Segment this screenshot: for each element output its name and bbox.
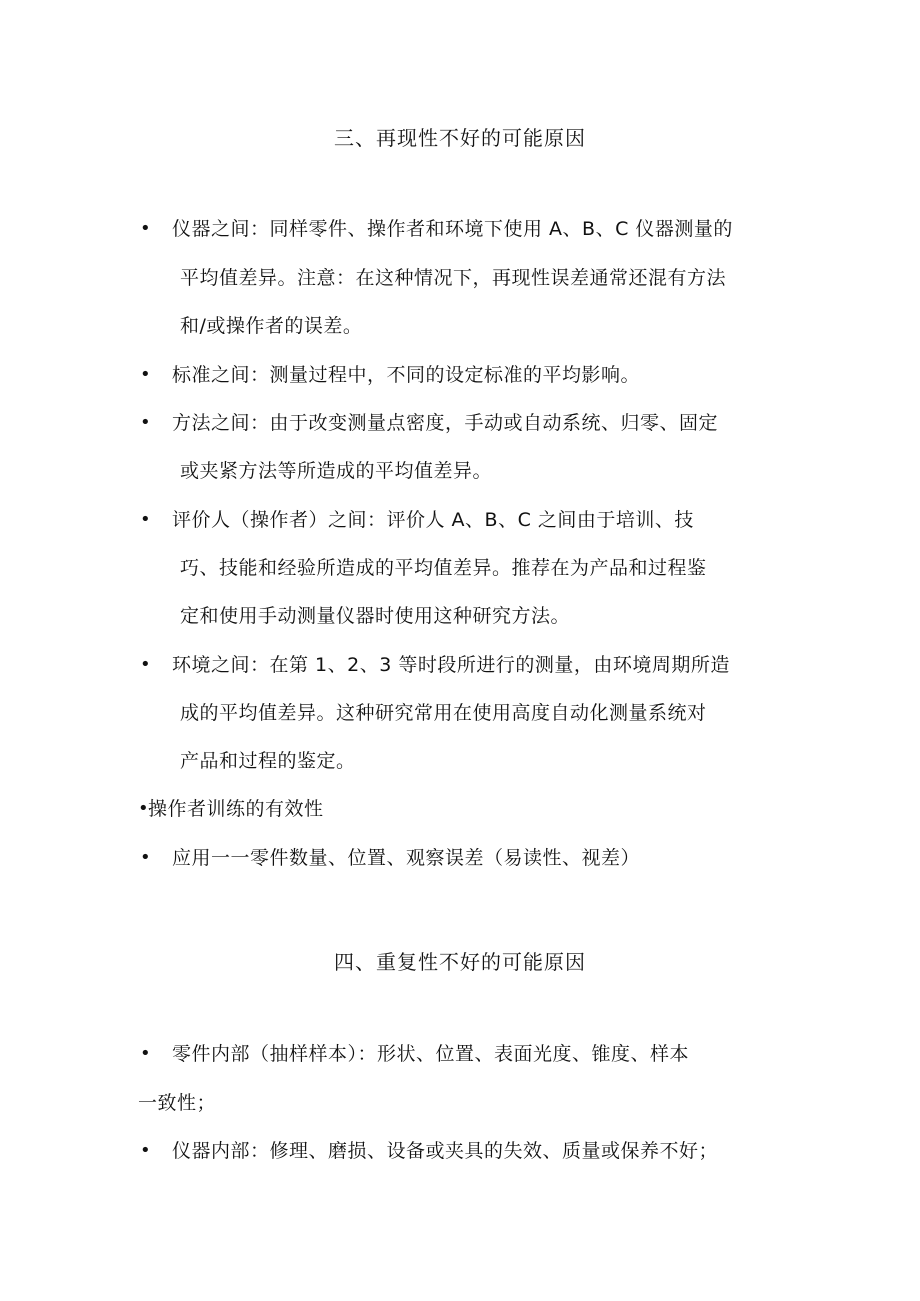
bullet-icon: • [140,509,151,530]
item-line: 平均值差异。注意：在这种情况下，再现性误差通常还混有方法 [180,267,727,289]
item-line: 巧、技能和经验所造成的平均值差异。推荐在为产品和过程鉴 [180,557,707,579]
item-line: 方法之间：由于改变测量点密度，手动或自动系统、归零、固定 [172,412,719,434]
section-4-heading: 四、重复性不好的可能原因 [334,950,586,974]
item-line: 和/或操作者的误差。 [180,315,363,337]
item-line: 仪器之间：同样零件、操作者和环境下使用 A、B、C 仪器测量的 [172,218,733,240]
item-line: 操作者训练的有效性 [148,798,324,820]
item-line: 零件内部（抽样样本）：形状、位置、表面光度、锥度、样本 [172,1043,690,1065]
item-line: 环境之间：在第 1、2、3 等时段所进行的测量，由环境周期所造 [172,654,730,676]
bullet-icon: • [140,654,151,675]
item-line: 产品和过程的鉴定。 [180,750,356,772]
bullet-icon: • [140,1043,151,1064]
bullet-icon: • [140,1140,151,1161]
item-line: 评价人（操作者）之间：评价人 A、B、C 之间由于培训、技 [172,509,694,531]
item-line: 仪器内部：修理、磨损、设备或夹具的失效、质量或保养不好； [172,1140,719,1162]
item-line: 或夹紧方法等所造成的平均值差异。 [180,460,493,482]
item-line: 一致性； [138,1092,217,1114]
item-line: 应用一一零件数量、位置、观察误差（易读性、视差） [172,847,641,869]
bullet-icon: • [138,798,149,819]
bullet-icon: • [140,847,151,868]
item-line: 成的平均值差异。这种研究常用在使用高度自动化测量系统对 [180,702,707,724]
bullet-icon: • [140,364,151,385]
item-line: 标准之间：测量过程中，不同的设定标准的平均影响。 [172,364,641,386]
section-3-heading: 三、再现性不好的可能原因 [334,126,586,150]
bullet-icon: • [140,218,151,239]
bullet-icon: • [140,412,151,433]
item-line: 定和使用手动测量仪器时使用这种研究方法。 [180,605,571,627]
